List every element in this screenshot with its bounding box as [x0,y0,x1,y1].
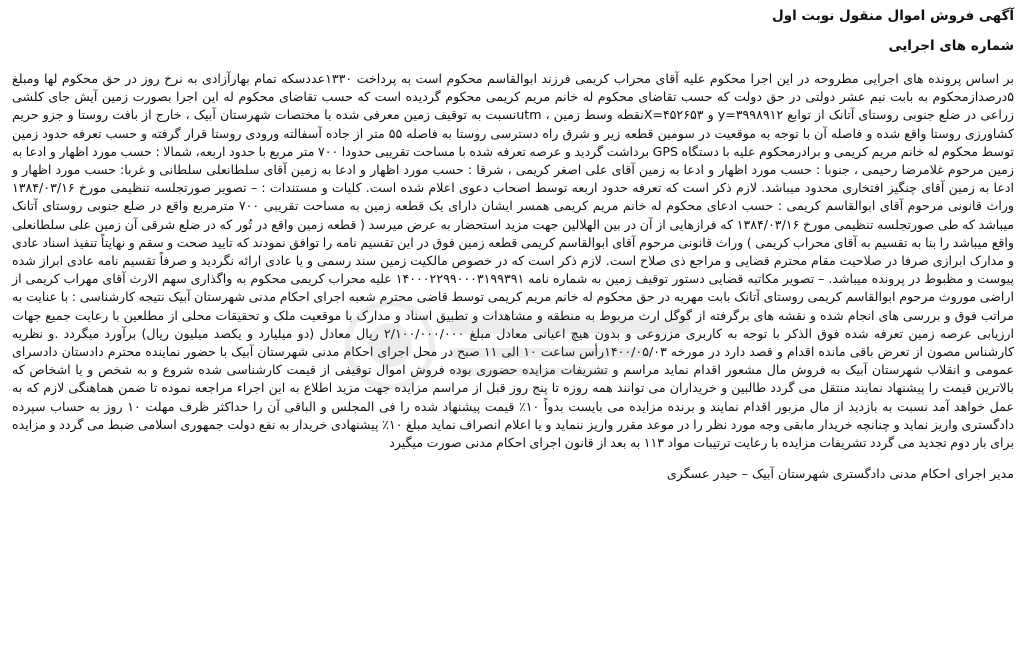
notice-subtitle: شماره های اجرایی [888,38,1014,54]
notice-title: آگهی فروش اموال منقول نوبت اول [772,8,1014,24]
notice-signature: مدیر اجرای احکام مدنی دادگستری شهرستان آبیک – حیدر عسگری [666,466,1014,482]
notice-body: بر اساس پرونده های اجرایی مطروحه در این اجرا محکوم علیه آقای محراب کریمی فرزند ابوالقاسم محکوم است به پرداخت ۱۳۳۰عددسکه تمام بهارآزادی به نرخ روز در حق محکوم لها ومبلغ ۵درصدازمحکوم به بابت نیم عشر دولتی در حق دولت که حسب تقاضای محکوم له خانم مریم کریمی محکوم گردیده است که حسب تقاضای محکوم له این اجرا بصورت زمین آیش جای کلشی زراعی در ضلع جنوبی روستای آتانک از توابع ۳۹۹۸۹۱۲=y و ۴۵۲۶۵۳=Xنقطه وسط زمین ، utmنسبت به توقیف زمین معرفی شده با مختصات شهرستان آبیک ، خارج از بافت روستا و جزو حریم کشاورزی روستا واقع شده و فاصله آن با توجه به موقعیت در سومین قطعه زیر و شرق راه دسترسی روستا به فاصله ۵۵ متر از جاده آسفالته ورودی روستا قرار گرفته و حسب تعرفه حدود زمین توسط محکوم له خانم مریم کریمی و برادرمحکوم علیه با دستگاه GPS برداشت گردید و عرصه تعرفه شده با مساحت تقریبی حدودا ۷۰۰ متر مربع با حدود اربعه، شمالا : حسب مورد اظهار و ادعا به زمین مرحوم غلامرضا رحیمی ، جنوبا : حسب مورد اظهار و ادعا به زمین آقای علی اصغر کریمی ، شرقا : حسب مورد اظهار و ادعا به زمین آقای سلطانعلی سلطانی و غربا: حسب مورد اظهار و ادعا به زمین آقای چنگیز افتخاری محدود میباشد. لازم ذکر است که تعرفه حدود اربعه توسط اصحاب دعوی اعلام شده است. کلیات و مستندات : – تصویر صورتجلسه تنظیمی مورخ ۱۳۸۴/۰۳/۱۶ وراث قانونی مرحوم آقای ابوالقاسم کریمی : حسب ادعای محکوم له خانم مریم کریمی همسر ایشان دارای یک قطعه زمین به مساحت تقریبی ۷۰۰ مترمربع واقع در ضلع جنوبی روستای آتانک میباشد که طی صورتجلسه تنظیمی مورخ ۱۳۸۴/۰۳/۱۶ که فرازهایی از آن در بین الهلالین جهت مزید استحضار به عرض میرسد ( قطعه زمین واقع در تُور که در ضلع شرقی آن زمین علی سلطانعلی واقع میباشد را بنا به تقسیم به آقای محراب کریمی ) وراث قانونی مرحوم آقای ابوالقاسم کریمی قطعه زمین فوق در این تقسیم نامه را توافق نمودند که تایید صحت و سقم و نهایتاً تنفیذ اسناد عادی و مدارک ابرازی صرفا در صلاحیت مقام محترم قضایی و مراجع ذی صلاح است. لازم ذکر است که در خصوص مالکیت زمین سند رسمی و یا عادی ارائه نگردید و صرفاً تقسیم نامه عادی ابراز شده پیوست و مظبوط در پرونده میباشد. – تصویر مکاتبه قضایی دستور توقیف زمین به شماره نامه ۱۴۰۰۰۲۲۹۹۰۰۰۳۱۹۹۳۹۱ علیه محراب کریمی محکوم به واگذاری سهم الارث آقای مهراب کریمی از اراضی موروث مرحوم ابوالقاسم کریمی روستای آتانک بابت مهریه در حق محکوم له خانم مریم کریمی توسط قاضی محترم شعبه اجرای احکام مدنی شهرستان آبیک نتیجه کارشناسی : با عنایت به مراتب فوق و بررسی های انجام شده و نقشه های برگرفته از گوگل ارث مربوط به منطقه و مشاهدات و تطبیق اسناد و مدارک با موقعیت ملک و تحقیقات محلی از مطلعین با رعایت جمیع جهات ارزیابی عرصه زمین تعرفه شده فوق الذکر با توجه به کاربری مزروعی و بدون هیچ اعیانی معادل مبلغ ۲/۱۰۰/۰۰۰/۰۰۰ ریال معادل (دو میلیارد و یکصد میلیون ریال) برآورد میگردد .و نظریه کارشناس مصون از تعرض باقی مانده اقدام و قصد دارد در مورخه ۱۴۰۰/۰۵/۰۳رأس ساعت ۱۰ الی ۱۱ صبح در محل اجرای احکام مدنی شهرستان آبیک با حضور نماینده محترم دادستان دادسرای عمومی و انقلاب شهرستان آبیک به فروش مال مشعور اقدام نماید مراسم و تشریفات مزایده حضوری بوده فروش اموال توقیفی از قیمت کارشناسی شده شروع و به شخص و یا اشخاص که بالاترین قیمت را پیشنهاد نمایند منتقل می گردد طالبین و خریداران می توانند همه روزه تا پنج روز قبل از مراسم مزایده جهت مزید اطلاع به این اجراء مراجعه نموده تا ضمن هماهنگی لازم که به عمل خواهد آمد نسبت به بازدید از مال مزبور اقدام نمایند و برنده مزایده می بایست بدواً ۱۰٪ قیمت پیشنهاد شده را فی المجلس و الباقی آن را حداکثر ظرف مهلت ۱۰ روز به حساب سپرده دادگستری واریز نماید و چنانچه خریدار مابقی وجه مورد نظر را در موعد مقرر واریز ننماید و یا اعلام انصراف نماید مبلغ ۱۰٪ پیشنهادی خریدار به نفع دولت جمهوری اسلامی ضبط می گردد و مزایده برای بار دوم تجدید می گردد تشریفات مزایده با رعایت ترتیبات مواد ۱۱۳ به بعد از قانون اجرای احکام مدنی صورت میگیرد [12,71,1014,451]
